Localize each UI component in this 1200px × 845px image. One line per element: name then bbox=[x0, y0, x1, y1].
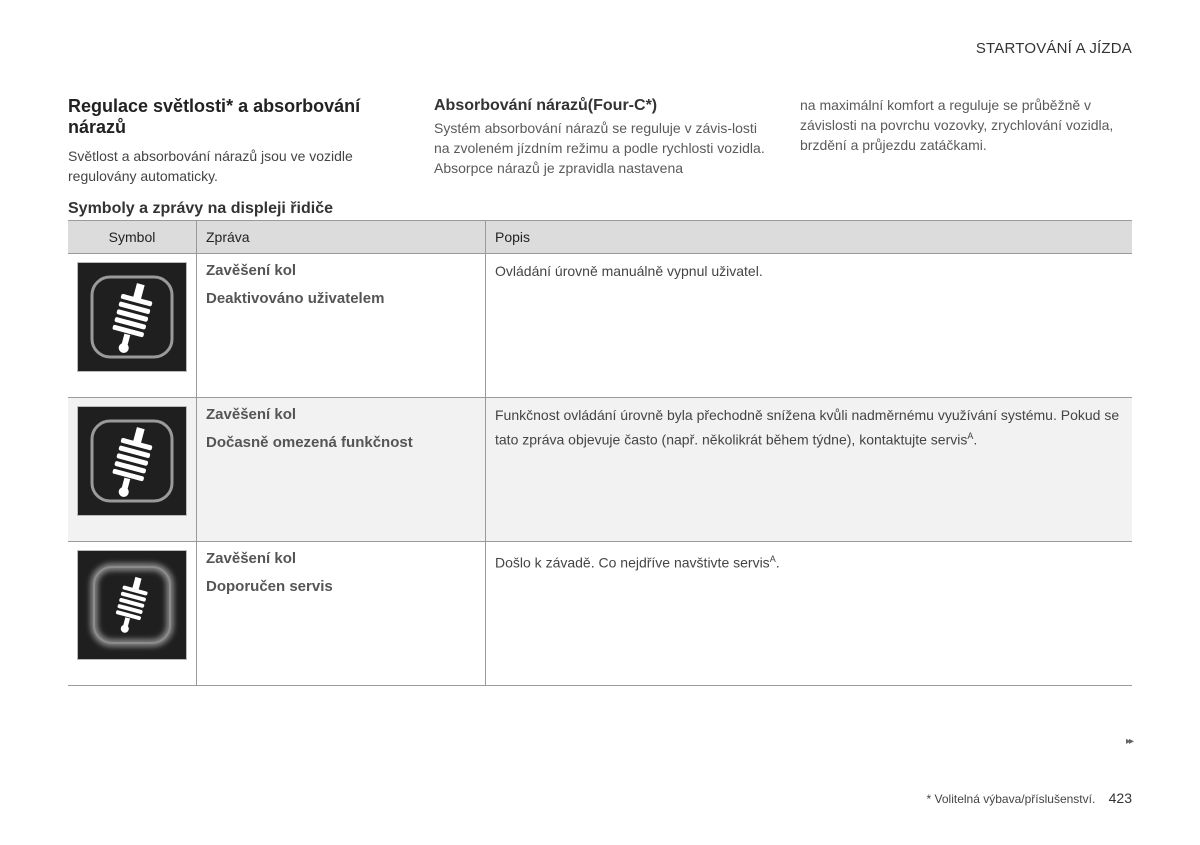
description-text: Funkčnost ovládání úrovně byla přechodně snížena kvůli nadměrnému využívání systému. Pokud se tato zpráva objevuje často (např. několikrát během týdne), kontaktujte servis bbox=[495, 407, 1120, 448]
page-footer bbox=[927, 790, 1132, 806]
footnote-marker: A bbox=[769, 554, 776, 564]
message-subtitle: Deaktivováno uživatelem bbox=[206, 290, 385, 307]
message-title: Zavěšení kol bbox=[206, 406, 297, 423]
description-cell bbox=[486, 398, 1133, 542]
description-cell bbox=[486, 254, 1133, 398]
table-row bbox=[68, 542, 1132, 686]
footnote-text: * Volitelná výbava/příslušenství. bbox=[926, 792, 1096, 806]
continued-paragraph: na maximální komfort a reguluje se průběžně v závislosti na povrchu vozovky, zrychlování vozidla, brzdění a průjezdu zatáčkami. bbox=[800, 97, 1114, 153]
description-cell bbox=[486, 542, 1133, 686]
continue-arrows-icon: ▸▸ bbox=[1125, 736, 1132, 747]
page-number: 423 bbox=[1108, 790, 1132, 806]
suspension-icon bbox=[77, 262, 187, 372]
suspension-fault-icon bbox=[77, 550, 187, 660]
header-symbol: Symbol bbox=[68, 221, 197, 254]
description-end: . bbox=[973, 431, 978, 448]
footnote-marker: A bbox=[967, 431, 974, 441]
suspension-icon bbox=[77, 406, 187, 516]
header-message: Zpráva bbox=[197, 221, 486, 254]
subsection-heading: Absorbování nárazů(Four-C*) bbox=[434, 97, 658, 114]
four-c-paragraph: Systém absorbování nárazů se reguluje v závis-losti na zvoleném jízdním režimu a podle rychlosti vozidla. Absorpce nárazů je zpravidla nastavena bbox=[434, 120, 765, 176]
section-header: STARTOVÁNÍ A JÍZDA bbox=[975, 40, 1132, 57]
column-middle bbox=[434, 96, 774, 178]
column-left bbox=[68, 96, 398, 186]
table-title: Symboly a zprávy na displeji řidiče bbox=[68, 200, 333, 217]
description-end: . bbox=[775, 554, 780, 571]
symbols-table bbox=[68, 220, 1132, 686]
message-title: Zavěšení kol bbox=[206, 262, 297, 279]
table-row bbox=[68, 398, 1132, 542]
table-row bbox=[68, 254, 1132, 398]
section-heading: Regulace světlosti* a absorbování nárazů bbox=[68, 96, 361, 137]
intro-paragraph: Světlost a absorbování nárazů jsou ve vozidle regulovány automaticky. bbox=[68, 148, 353, 184]
column-right bbox=[800, 95, 1120, 155]
message-subtitle: Dočasně omezená funkčnost bbox=[206, 434, 413, 451]
description-text: Došlo k závadě. Co nejdříve navštivte servis bbox=[495, 554, 770, 571]
table-header-row bbox=[68, 221, 1132, 254]
message-subtitle: Doporučen servis bbox=[206, 578, 333, 595]
description-text: Ovládání úrovně manuálně vypnul uživatel. bbox=[495, 263, 763, 279]
message-title: Zavěšení kol bbox=[206, 550, 297, 567]
header-description: Popis bbox=[486, 221, 1133, 254]
